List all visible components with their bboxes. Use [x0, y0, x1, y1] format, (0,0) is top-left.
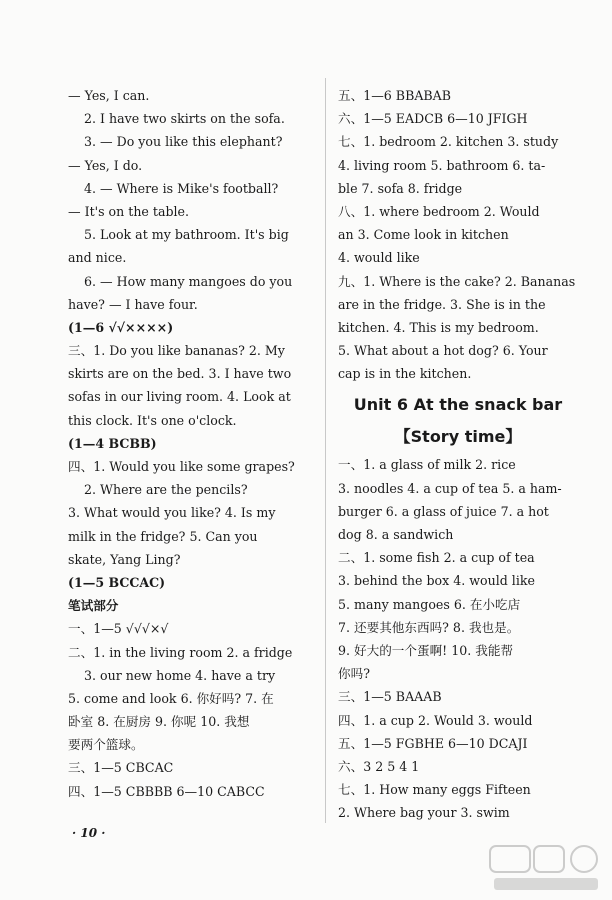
- answer-line: 2. Where bag your 3. swim: [338, 805, 510, 821]
- answer-line: 7. 还要其他东西吗? 8. 我也是。: [338, 619, 520, 635]
- answer-line: 5. many mangoes 6. 在小吃店: [338, 596, 521, 612]
- answer-line: 6. — How many mangoes do you: [84, 273, 293, 289]
- answer-line: have? — I have four.: [68, 296, 198, 312]
- section-heading: 笔试部分: [68, 598, 119, 614]
- answer-line: 七、1. How many eggs Fifteen: [338, 782, 531, 798]
- answer-line: 五、1—5 FGBHE 6—10 DCAJI: [338, 735, 528, 751]
- answer-line: 5. What about a hot dog? 6. Your: [338, 343, 548, 359]
- answer-line: 你吗?: [338, 666, 370, 682]
- answer-line: 4. would like: [338, 250, 420, 266]
- answer-line: cap is in the kitchen.: [338, 366, 472, 382]
- answer-line: 五、1—6 BBABAB: [338, 88, 452, 103]
- answer-line: are in the fridge. 3. She is in the: [338, 296, 546, 312]
- answer-line: 9. 好大的一个蛋啊! 10. 我能帮: [338, 642, 514, 658]
- answer-line: 卧室 8. 在厨房 9. 你呢 10. 我想: [68, 714, 250, 730]
- answer-line: 二、1. some fish 2. a cup of tea: [338, 550, 535, 566]
- answer-line: 三、1. Do you like bananas? 2. My: [68, 343, 285, 359]
- answer-line: ble 7. sofa 8. fridge: [338, 180, 463, 196]
- answer-line: 5. come and look 6. 你好吗? 7. 在: [68, 690, 274, 706]
- answer-line: skirts are on the bed. 3. I have two: [68, 366, 292, 382]
- answer-line: 2. I have two skirts on the sofa.: [84, 111, 285, 127]
- answer-line: 七、1. bedroom 2. kitchen 3. study: [338, 134, 559, 150]
- answer-line: an 3. Come look in kitchen: [338, 227, 509, 243]
- answer-key-line: (1—5 BCCAC): [68, 574, 166, 590]
- answer-key-line: (1—4 BCBB): [68, 435, 157, 451]
- watermark-logo-icon: [488, 842, 604, 894]
- unit-title: Unit 6 At the snack bar: [353, 395, 563, 415]
- answer-line: 四、1—5 CBBBB 6—10 CABCC: [68, 783, 265, 799]
- answer-line: 八、1. where bedroom 2. Would: [338, 203, 540, 219]
- answer-line: 三、1—5 BAAAB: [338, 689, 442, 705]
- answer-line: 二、1. in the living room 2. a fridge: [68, 644, 293, 660]
- answer-line: 3. behind the box 4. would like: [338, 573, 535, 589]
- answer-line: 一、1. a glass of milk 2. rice: [338, 457, 516, 473]
- answer-line: sofas in our living room. 4. Look at: [68, 389, 291, 405]
- right-column: [338, 84, 578, 824]
- answer-line: 四、1. Would you like some grapes?: [68, 459, 295, 474]
- page-number: · 10 ·: [72, 826, 106, 840]
- answer-line: and nice.: [68, 250, 127, 266]
- answer-line: — Yes, I can.: [68, 88, 150, 103]
- answer-line: 3. our new home 4. have a try: [84, 667, 276, 683]
- answer-line: dog 8. a sandwich: [338, 527, 454, 542]
- answer-line: 3. — Do you like this elephant?: [84, 134, 283, 150]
- answer-line: 四、1. a cup 2. Would 3. would: [338, 712, 533, 728]
- answer-line: 2. Where are the pencils?: [84, 482, 248, 498]
- answer-line: — It's on the table.: [68, 203, 189, 219]
- answer-line: 5. Look at my bathroom. It's big: [84, 227, 289, 243]
- column-divider: [325, 78, 326, 823]
- answer-line: 六、1—5 EADCB 6—10 JFIGH: [338, 111, 528, 127]
- answer-line: — Yes, I do.: [68, 157, 143, 173]
- answer-line: 六、3 2 5 4 1: [338, 758, 420, 774]
- left-column: [68, 84, 312, 803]
- answer-line: kitchen. 4. This is my bedroom.: [338, 319, 539, 335]
- answer-line: 要两个篮球。: [68, 737, 144, 753]
- answer-line: 3. What would you like? 4. Is my: [68, 505, 276, 521]
- answer-line: 3. noodles 4. a cup of tea 5. a ham-: [338, 480, 562, 496]
- answer-line: burger 6. a glass of juice 7. a hot: [338, 503, 549, 519]
- answer-line: milk in the fridge? 5. Can you: [68, 528, 258, 544]
- answer-line: 三、1—5 CBCAC: [68, 760, 174, 776]
- answer-line: 九、1. Where is the cake? 2. Bananas: [338, 273, 576, 289]
- answer-line: 一、1—5 √√√×√: [68, 621, 169, 637]
- answer-line: this clock. It's one o'clock.: [68, 412, 237, 428]
- answer-line: 4. — Where is Mike's football?: [84, 180, 279, 196]
- answer-line: 4. living room 5. bathroom 6. ta-: [338, 157, 546, 173]
- section-title: 【Story time】: [394, 427, 522, 447]
- answer-line: skate, Yang Ling?: [68, 551, 181, 567]
- answer-key-line: (1—6 √√××××): [68, 319, 174, 335]
